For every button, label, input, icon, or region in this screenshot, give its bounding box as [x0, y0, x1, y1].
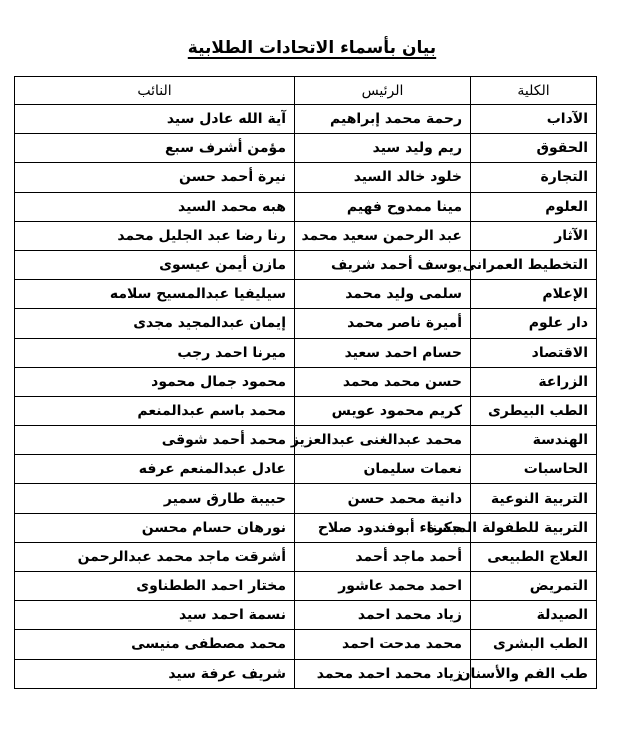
college-cell: الهندسة — [471, 426, 597, 455]
table-row — [15, 396, 597, 425]
president-cell: دانية محمد حسن — [295, 484, 471, 513]
college-column-header: الكلية — [471, 77, 597, 105]
college-cell: دار علوم — [471, 309, 597, 338]
table-row — [15, 192, 597, 221]
college-cell: التخطيط العمرانى — [471, 250, 597, 279]
table-row — [15, 513, 597, 542]
president-cell: زياد محمد احمد — [295, 601, 471, 630]
president-cell: أميرة ناصر محمد — [295, 309, 471, 338]
vice-cell: عادل عبدالمنعم عرفه — [15, 455, 295, 484]
president-cell: حسناء أبوفندود صلاح — [295, 513, 471, 542]
vice-cell: محمد أحمد شوقى — [15, 426, 295, 455]
president-cell: زياد محمد احمد محمد — [295, 659, 471, 688]
president-cell: حسن محمد محمد — [295, 367, 471, 396]
president-cell: مينا ممدوح فهيم — [295, 192, 471, 221]
president-cell: ريم وليد سيد — [295, 134, 471, 163]
table-row — [15, 601, 597, 630]
vice-cell: مؤمن أشرف سبع — [15, 134, 295, 163]
college-cell: الآداب — [471, 105, 597, 134]
college-cell: العلوم — [471, 192, 597, 221]
vice-cell: نورهان حسام محسن — [15, 513, 295, 542]
table-row — [15, 630, 597, 659]
college-cell: الحاسبات — [471, 455, 597, 484]
president-cell: احمد محمد عاشور — [295, 572, 471, 601]
vice-cell: إيمان عبدالمجيد مجدى — [15, 309, 295, 338]
college-cell: التمريض — [471, 572, 597, 601]
president-cell: محمد مدحت احمد — [295, 630, 471, 659]
table-row — [15, 105, 597, 134]
vice-cell: سيليفيا عبدالمسيح سلامه — [15, 280, 295, 309]
college-cell: الطب البشرى — [471, 630, 597, 659]
college-cell: الحقوق — [471, 134, 597, 163]
table-row — [15, 659, 597, 688]
table-row — [15, 338, 597, 367]
table-row — [15, 280, 597, 309]
vice-cell: محمد باسم عبدالمنعم — [15, 396, 295, 425]
president-cell: سلمى وليد محمد — [295, 280, 471, 309]
table-row — [15, 455, 597, 484]
vice-cell: حبيبة طارق سمير — [15, 484, 295, 513]
college-cell: طب الفم والأسنان — [471, 659, 597, 688]
table-row — [15, 426, 597, 455]
president-cell: محمد عبدالغنى عبدالعزيز — [295, 426, 471, 455]
vice-cell: محمود جمال محمود — [15, 367, 295, 396]
college-cell: التجارة — [471, 163, 597, 192]
college-cell: الاقتصاد — [471, 338, 597, 367]
college-cell: الزراعة — [471, 367, 597, 396]
vice-column-header: النائب — [15, 77, 295, 105]
table-row — [15, 163, 597, 192]
college-cell: الصيدلة — [471, 601, 597, 630]
vice-cell: مازن أيمن عيسوى — [15, 250, 295, 279]
page-title-text: بيان بأسماء الاتحادات الطلابية — [187, 38, 437, 58]
page-title — [0, 36, 624, 60]
vice-cell: نسمة احمد سيد — [15, 601, 295, 630]
president-cell: خلود خالد السيد — [295, 163, 471, 192]
president-cell: أحمد ماجد أحمد — [295, 542, 471, 571]
president-column-header: الرئيس — [295, 77, 471, 105]
table-row — [15, 484, 597, 513]
vice-cell: نيرة أحمد حسن — [15, 163, 295, 192]
vice-cell: شريف عرفة سيد — [15, 659, 295, 688]
table-header — [15, 77, 597, 105]
president-cell: نعمات سليمان — [295, 455, 471, 484]
table-row — [15, 309, 597, 338]
president-cell: حسام احمد سعيد — [295, 338, 471, 367]
college-cell: الإعلام — [471, 280, 597, 309]
college-cell: العلاج الطبيعى — [471, 542, 597, 571]
table-row — [15, 221, 597, 250]
table-row — [15, 542, 597, 571]
vice-cell: محمد مصطفى منيسى — [15, 630, 295, 659]
president-cell: رحمة محمد إبراهيم — [295, 105, 471, 134]
student-unions-table — [14, 76, 597, 689]
vice-cell: أشرقت ماجد محمد عبدالرحمن — [15, 542, 295, 571]
president-cell: كريم محمود عويس — [295, 396, 471, 425]
table-row — [15, 572, 597, 601]
vice-cell: ميرنا احمد رجب — [15, 338, 295, 367]
vice-cell: آية الله عادل سيد — [15, 105, 295, 134]
college-cell: الطب البيطرى — [471, 396, 597, 425]
college-cell: التربية النوعية — [471, 484, 597, 513]
college-cell: الآثار — [471, 221, 597, 250]
table-row — [15, 134, 597, 163]
college-cell: التربية للطفولة المبكرة — [471, 513, 597, 542]
vice-cell: رنا رضا عبد الجليل محمد — [15, 221, 295, 250]
table-row — [15, 367, 597, 396]
vice-cell: مختار احمد الططناوى — [15, 572, 295, 601]
vice-cell: هبه محمد السيد — [15, 192, 295, 221]
president-cell: يوسف أحمد شريف — [295, 250, 471, 279]
president-cell: عبد الرحمن سعيد محمد — [295, 221, 471, 250]
table-row — [15, 250, 597, 279]
table-body — [15, 105, 597, 689]
header-row — [15, 77, 597, 105]
